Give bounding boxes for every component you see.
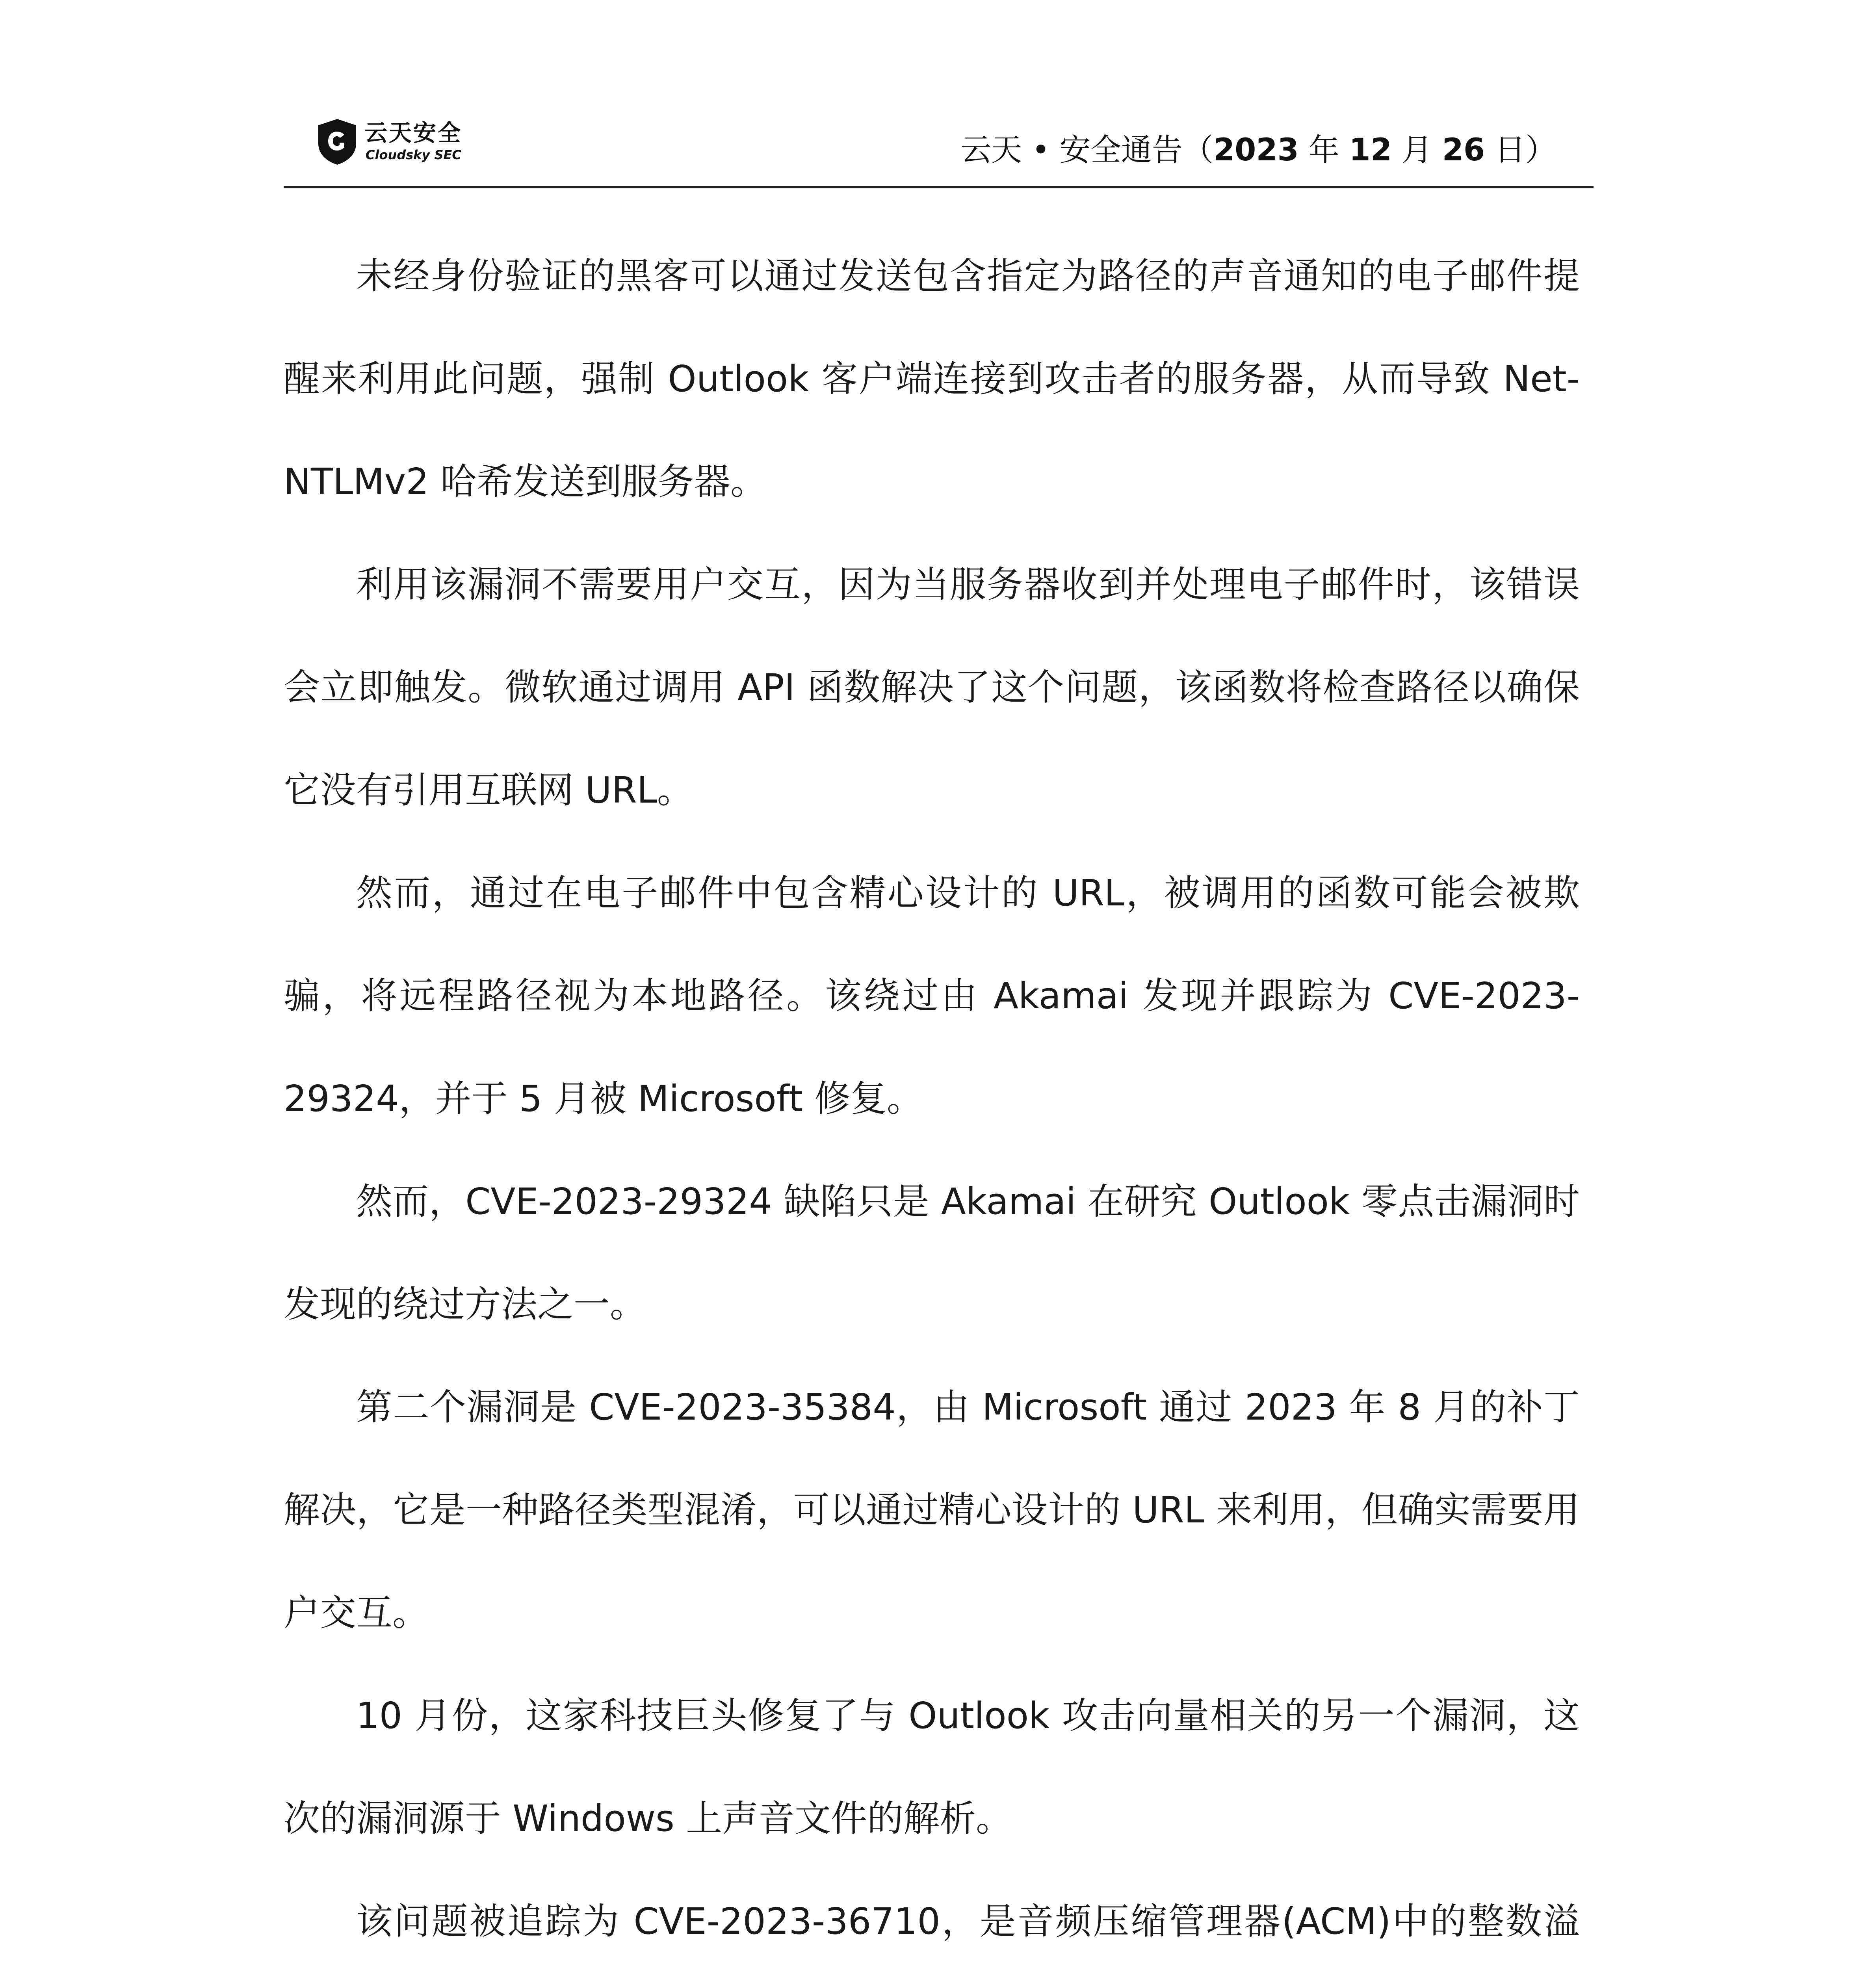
header-day-unit: 日） bbox=[1485, 132, 1556, 168]
paragraph: 然而，CVE-2023-29324 缺陷只是 Akamai 在研究 Outlook 零点击漏洞时发现的绕过方法之一。 bbox=[284, 1180, 1580, 1325]
header-day: 26 bbox=[1442, 132, 1485, 168]
header-title bbox=[960, 125, 1556, 169]
header-month: 12 bbox=[1349, 132, 1392, 168]
header-year-unit: 年 bbox=[1298, 132, 1349, 168]
paragraph: 然而，通过在电子邮件中包含精心设计的 URL，被调用的函数可能会被欺骗，将远程路径视为本地路径。该绕过由 Akamai 发现并跟踪为 CVE-2023-29324，并于 5 月被 Microsoft 修复。 bbox=[284, 872, 1580, 1120]
header-title-prefix: 云天 • 安全通告（ bbox=[960, 132, 1213, 168]
brand-logo bbox=[315, 114, 536, 169]
paragraph: 利用该漏洞不需要用户交互，因为当服务器收到并处理电子邮件时，该错误会立即触发。微软通过调用 API 函数解决了这个问题，该函数将检查路径以确保它没有引用互联网 URL。 bbox=[284, 563, 1580, 811]
paragraph: 10 月份，这家科技巨头修复了与 Outlook 攻击向量相关的另一个漏洞，这次的漏洞源于 Windows 上声音文件的解析。 bbox=[284, 1695, 1580, 1840]
logo-english-name: Cloudsky SEC bbox=[366, 147, 461, 162]
header-month-unit: 月 bbox=[1392, 132, 1442, 168]
logo-chinese-name: 云天安全 bbox=[364, 119, 462, 146]
document-body bbox=[284, 225, 1580, 1970]
paragraph: 该问题被追踪为 CVE-2023-36710，是音频压缩管理器(ACM)中的整数溢 bbox=[356, 1900, 1580, 1942]
shield-c-logo-icon bbox=[315, 117, 359, 166]
paragraph: 未经身份验证的黑客可以通过发送包含指定为路径的声音通知的电子邮件提醒来利用此问题，强制 Outlook 客户端连接到攻击者的服务器，从而导致 Net-NTLMv2 哈希发送到服务器。 bbox=[284, 255, 1580, 503]
header-divider bbox=[284, 186, 1594, 188]
paragraph: 第二个漏洞是 CVE-2023-35384，由 Microsoft 通过 2023 年 8 月的补丁解决，它是一种路径类型混淆，可以通过精心设计的 URL 来利用，但确实需要用户交互。 bbox=[284, 1386, 1580, 1634]
header-year: 2023 bbox=[1213, 132, 1299, 168]
